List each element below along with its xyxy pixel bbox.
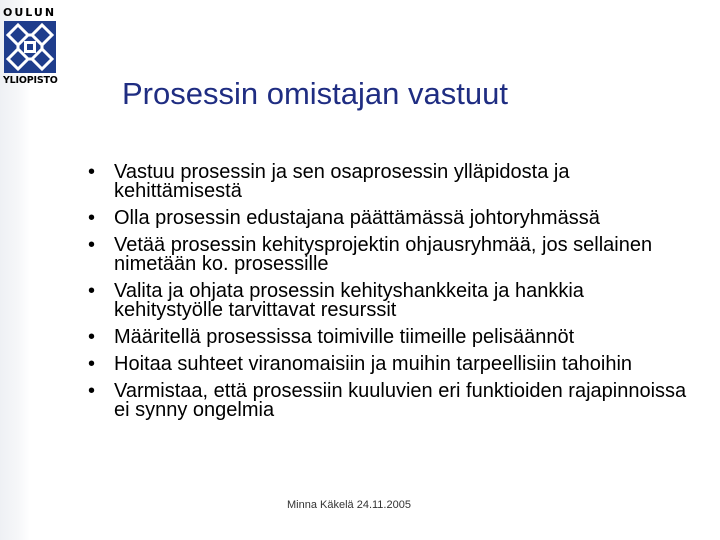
bullet-item bbox=[88, 382, 698, 420]
bullet-marker: • bbox=[88, 280, 96, 302]
bullet-marker: • bbox=[88, 161, 96, 183]
bullet-text: Määritellä prosessissa toimiville tiimeille pelisäännöt bbox=[114, 326, 575, 348]
bullet-text: Hoitaa suhteet viranomaisiin ja muihin tarpeellisiin tahoihin bbox=[114, 353, 633, 375]
bullet-text: Varmistaa, että prosessiin kuuluvien eri funktioiden rajapinnoissa ei synny ongelmia bbox=[114, 380, 687, 421]
bullet-text: Olla prosessin edustajana päättämässä johtoryhmässä bbox=[114, 207, 600, 229]
logo-emblem-icon bbox=[4, 21, 56, 73]
bullet-item bbox=[88, 355, 698, 374]
bullet-marker: • bbox=[88, 234, 96, 256]
logo-bottom-text: YLIOPISTO bbox=[3, 75, 58, 86]
slide-title: Prosessin omistajan vastuut bbox=[122, 76, 508, 111]
bullet-text: Vetää prosessin kehitysprojektin ohjausryhmää, jos sellainen nimetään ko. prosessille bbox=[114, 234, 653, 275]
bullet-marker: • bbox=[88, 380, 96, 402]
university-logo bbox=[3, 6, 59, 90]
slide-footer: Minna Käkelä 24.11.2005 bbox=[287, 499, 411, 511]
bullet-item bbox=[88, 328, 698, 347]
bullet-text: Vastuu prosessin ja sen osaprosessin ylläpidosta ja kehittämisestä bbox=[114, 161, 570, 202]
bullet-item bbox=[88, 163, 698, 201]
logo-top-text: OULUN bbox=[3, 6, 57, 19]
bullet-marker: • bbox=[88, 353, 96, 375]
bullet-marker: • bbox=[88, 326, 96, 348]
bullet-text: Valita ja ohjata prosessin kehityshankkeita ja hankkia kehitystyölle tarvittavat resurssit bbox=[114, 280, 584, 321]
bullet-item bbox=[88, 282, 698, 320]
bullet-item bbox=[88, 236, 698, 274]
bullet-item bbox=[88, 209, 698, 228]
bullet-marker: • bbox=[88, 207, 96, 229]
bullet-list bbox=[88, 163, 698, 428]
